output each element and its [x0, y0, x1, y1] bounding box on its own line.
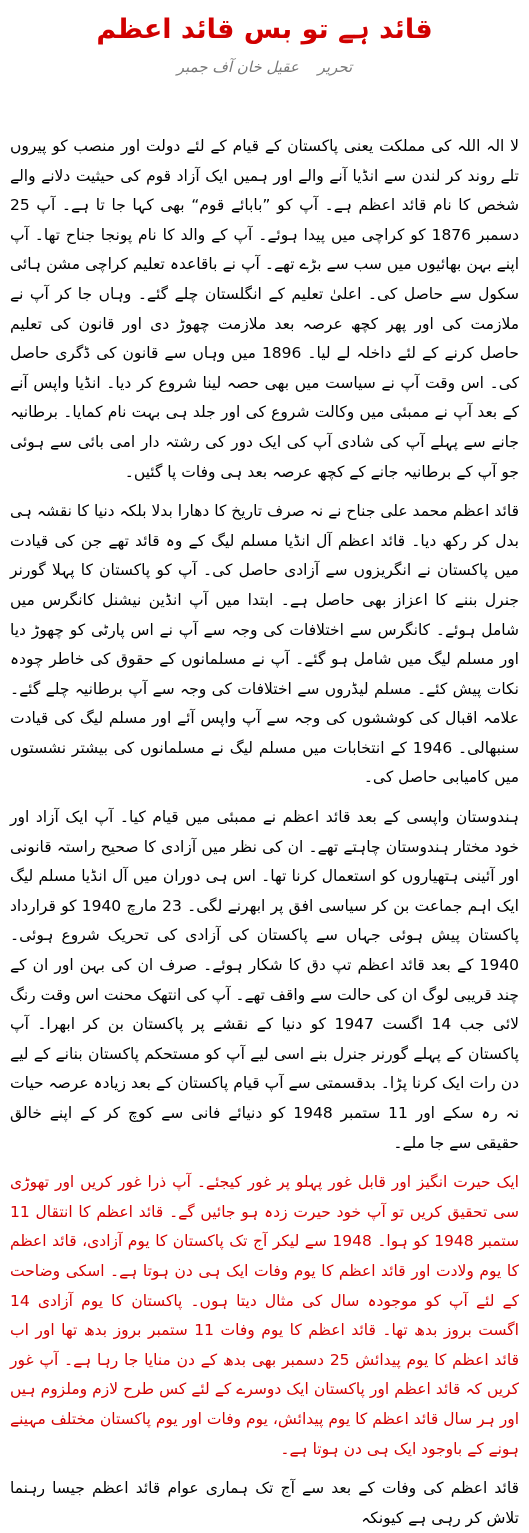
article-title: قائد ہے تو بس قائد اعظم	[96, 14, 433, 45]
article-body	[10, 132, 519, 1533]
author-name: عقیل خان آف جمبر	[176, 58, 299, 76]
paragraph-conclusion: قائد اعظم کی وفات کے بعد سے آج تک ہماری عوام قائد اعظم جیسا رہنما تلاش کر رہی ہے کیونکہ	[10, 1479, 519, 1527]
paragraph-leadership: قائد اعظم محمد علی جناح نے نہ صرف تاریخ کا دھارا بدلا بلکہ دنیا کا نقشہ ہی بدل کر رکھ دیا۔ قائد اعظم آل انڈیا مسلم لیگ کے وہ قائد تھے جن کی قیادت میں پاکستان نے انگریزوں سے آزادی حاصل کی۔ آپ کو پاکستان کا پہلا گورنر جنرل بننے کا اعزاز بھی حاصل ہے۔ ابتدا میں آپ انڈین نیشنل کانگرس میں شامل ہوئے۔ کانگرس سے اختلافات کی وجہ سے آپ نے اس پارٹی کو چھوڑ دیا اور مسلم لیگ میں شامل ہو گئے۔ آپ نے مسلمانوں کے حقوق کی خاطر چودہ نکات پیش کئے۔ مسلم لیڈروں سے اختلافات کی وجہ سے آپ برطانیہ چلے گئے۔ علامہ اقبال کی کوششوں کی وجہ سے آپ واپس آئے اور مسلم لیگ کی قیادت سنبھالی۔ 1946 کے انتخابات میں مسلم لیگ نے مسلمانوں کی بیشتر نشستوں میں کامیابی حاصل کی۔	[10, 502, 519, 787]
paragraph-independence: ہندوستان واپسی کے بعد قائد اعظم نے ممبئی میں قیام کیا۔ آپ ایک آزاد اور خود مختار ہندوستان چاہتے تھے۔ ان کی نظر میں آزادی کا صحیح راستہ قانونی اور آئینی ہتھیاروں کو استعمال کرنا تھا۔ اس ہی دوران میں آل انڈیا مسلم لیگ ایک اہم جماعت بن کر سیاسی افق پر ابھرنے لگی۔ 23 مارچ 1940 کو قرارداد پاکستان پیش ہوئی جہاں سے پاکستان کی آزادی کی تحریک شروع ہوئی۔ 1940 کے بعد قائد اعظم تپ دق کا شکار ہوئے۔ صرف ان کی بہن اور ان کے چند قریبی لوگ ان کی حالت سے واقف تھے۔ آپ کی انتھک محنت اس وقت رنگ لائی جب 14 اگست 1947 کو دنیا کے نقشے پر پاکستان بن کر ابھرا۔ آپ پاکستان کے پہلے گورنر جنرل بنے اسی لیے آپ کو مستحکم پاکستان بنانے کے لیے دن رات ایک کرنا پڑا۔ بدقسمتی سے آپ قیام پاکستان کے بعد زیادہ عرصہ حیات نہ رہ سکے اور 11 ستمبر 1948 کو دنیائے فانی سے کوچ کر کے اپنے خالق حقیقی سے جا ملے۔	[10, 808, 520, 1152]
paragraph-coincidence-highlight: ایک حیرت انگیز اور قابل غور پہلو پر غور کیجئے۔ آپ ذرا غور کریں اور تھوڑی سی تحقیق کریں تو آپ خود حیرت زدہ ہو جائیں گے۔ قائد اعظم کا انتقال 11 ستمبر 1948 کو ہوا۔ 1948 سے لیکر آج تک پاکستان کا یوم آزادی، قائد اعظم کا یوم ولادت اور قائد اعظم کا یوم وفات ایک ہی دن ہوتا ہے۔ اسکی وضاحت کے لئے آپ کو موجودہ سال کی مثال دیتا ہوں۔ پاکستان کا یوم آزادی 14 اگست بروز بدھ تھا۔ قائد اعظم کا یوم وفات 11 ستمبر بروز بدھ تھا اور اب قائد اعظم کا یوم پیدائش 25 دسمبر بھی بدھ کے دن منایا جا رہا ہے۔ آپ غور کریں کہ قائد اعظم اور پاکستان ایک دوسرے کے لئے کس طرح لازم وملزوم ہیں اور ہر سال قائد اعظم کا یوم پیدائش، یوم وفات اور یوم پاکستان مختلف مہینے ہونے کے باوجود ایک ہی دن ہوتا ہے۔	[10, 1173, 519, 1458]
byline	[10, 56, 519, 78]
paragraph-biography: لا الہ اللہ کی مملکت یعنی پاکستان کے قیام کے لئے دولت اور منصب کو پیروں تلے روند کر لندن سے انڈیا آنے والے اور ہمیں ایک آزاد قوم کی حیثیت دلانے والے شخص کا نام قائد اعظم ہے۔ آپ کو ”بابائے قوم“ بھی کہا جا تا ہے۔ آپ 25 دسمبر 1876 کو کراچی میں پیدا ہوئے۔ آپ کے والد کا نام پونجا جناح تھا۔ آپ اپنے بہن بھائیوں میں سب سے بڑے تھے۔ آپ نے باقاعدہ تعلیم کراچی مشن ہائی سکول سے حاصل کی۔ اعلیٰ تعلیم کے انگلستان چلے گئے۔ وہاں جا کر آپ نے ملازمت کی اور پھر کچھ عرصہ بعد ملازمت چھوڑ دی اور قانون کی تعلیم حاصل کرنے کے لئے داخلہ لے لیا۔ 1896 میں وہاں سے قانون کی ڈگری حاصل کی۔ اس وقت آپ نے سیاست میں بھی حصہ لینا شروع کر دیا۔ انڈیا واپس آنے کے بعد آپ نے ممبئی میں وکالت شروع کی اور جلد ہی بہت نام کمایا۔ برطانیہ جانے سے پہلے آپ کی شادی آپ کی ایک دور کی رشتہ دار امی بائی سے ہوئی جو آپ کے برطانیہ جانے کے کچھ عرصہ بعد ہی وفات پا گئیں۔	[10, 137, 519, 481]
byline-label: تحریر	[317, 58, 353, 76]
